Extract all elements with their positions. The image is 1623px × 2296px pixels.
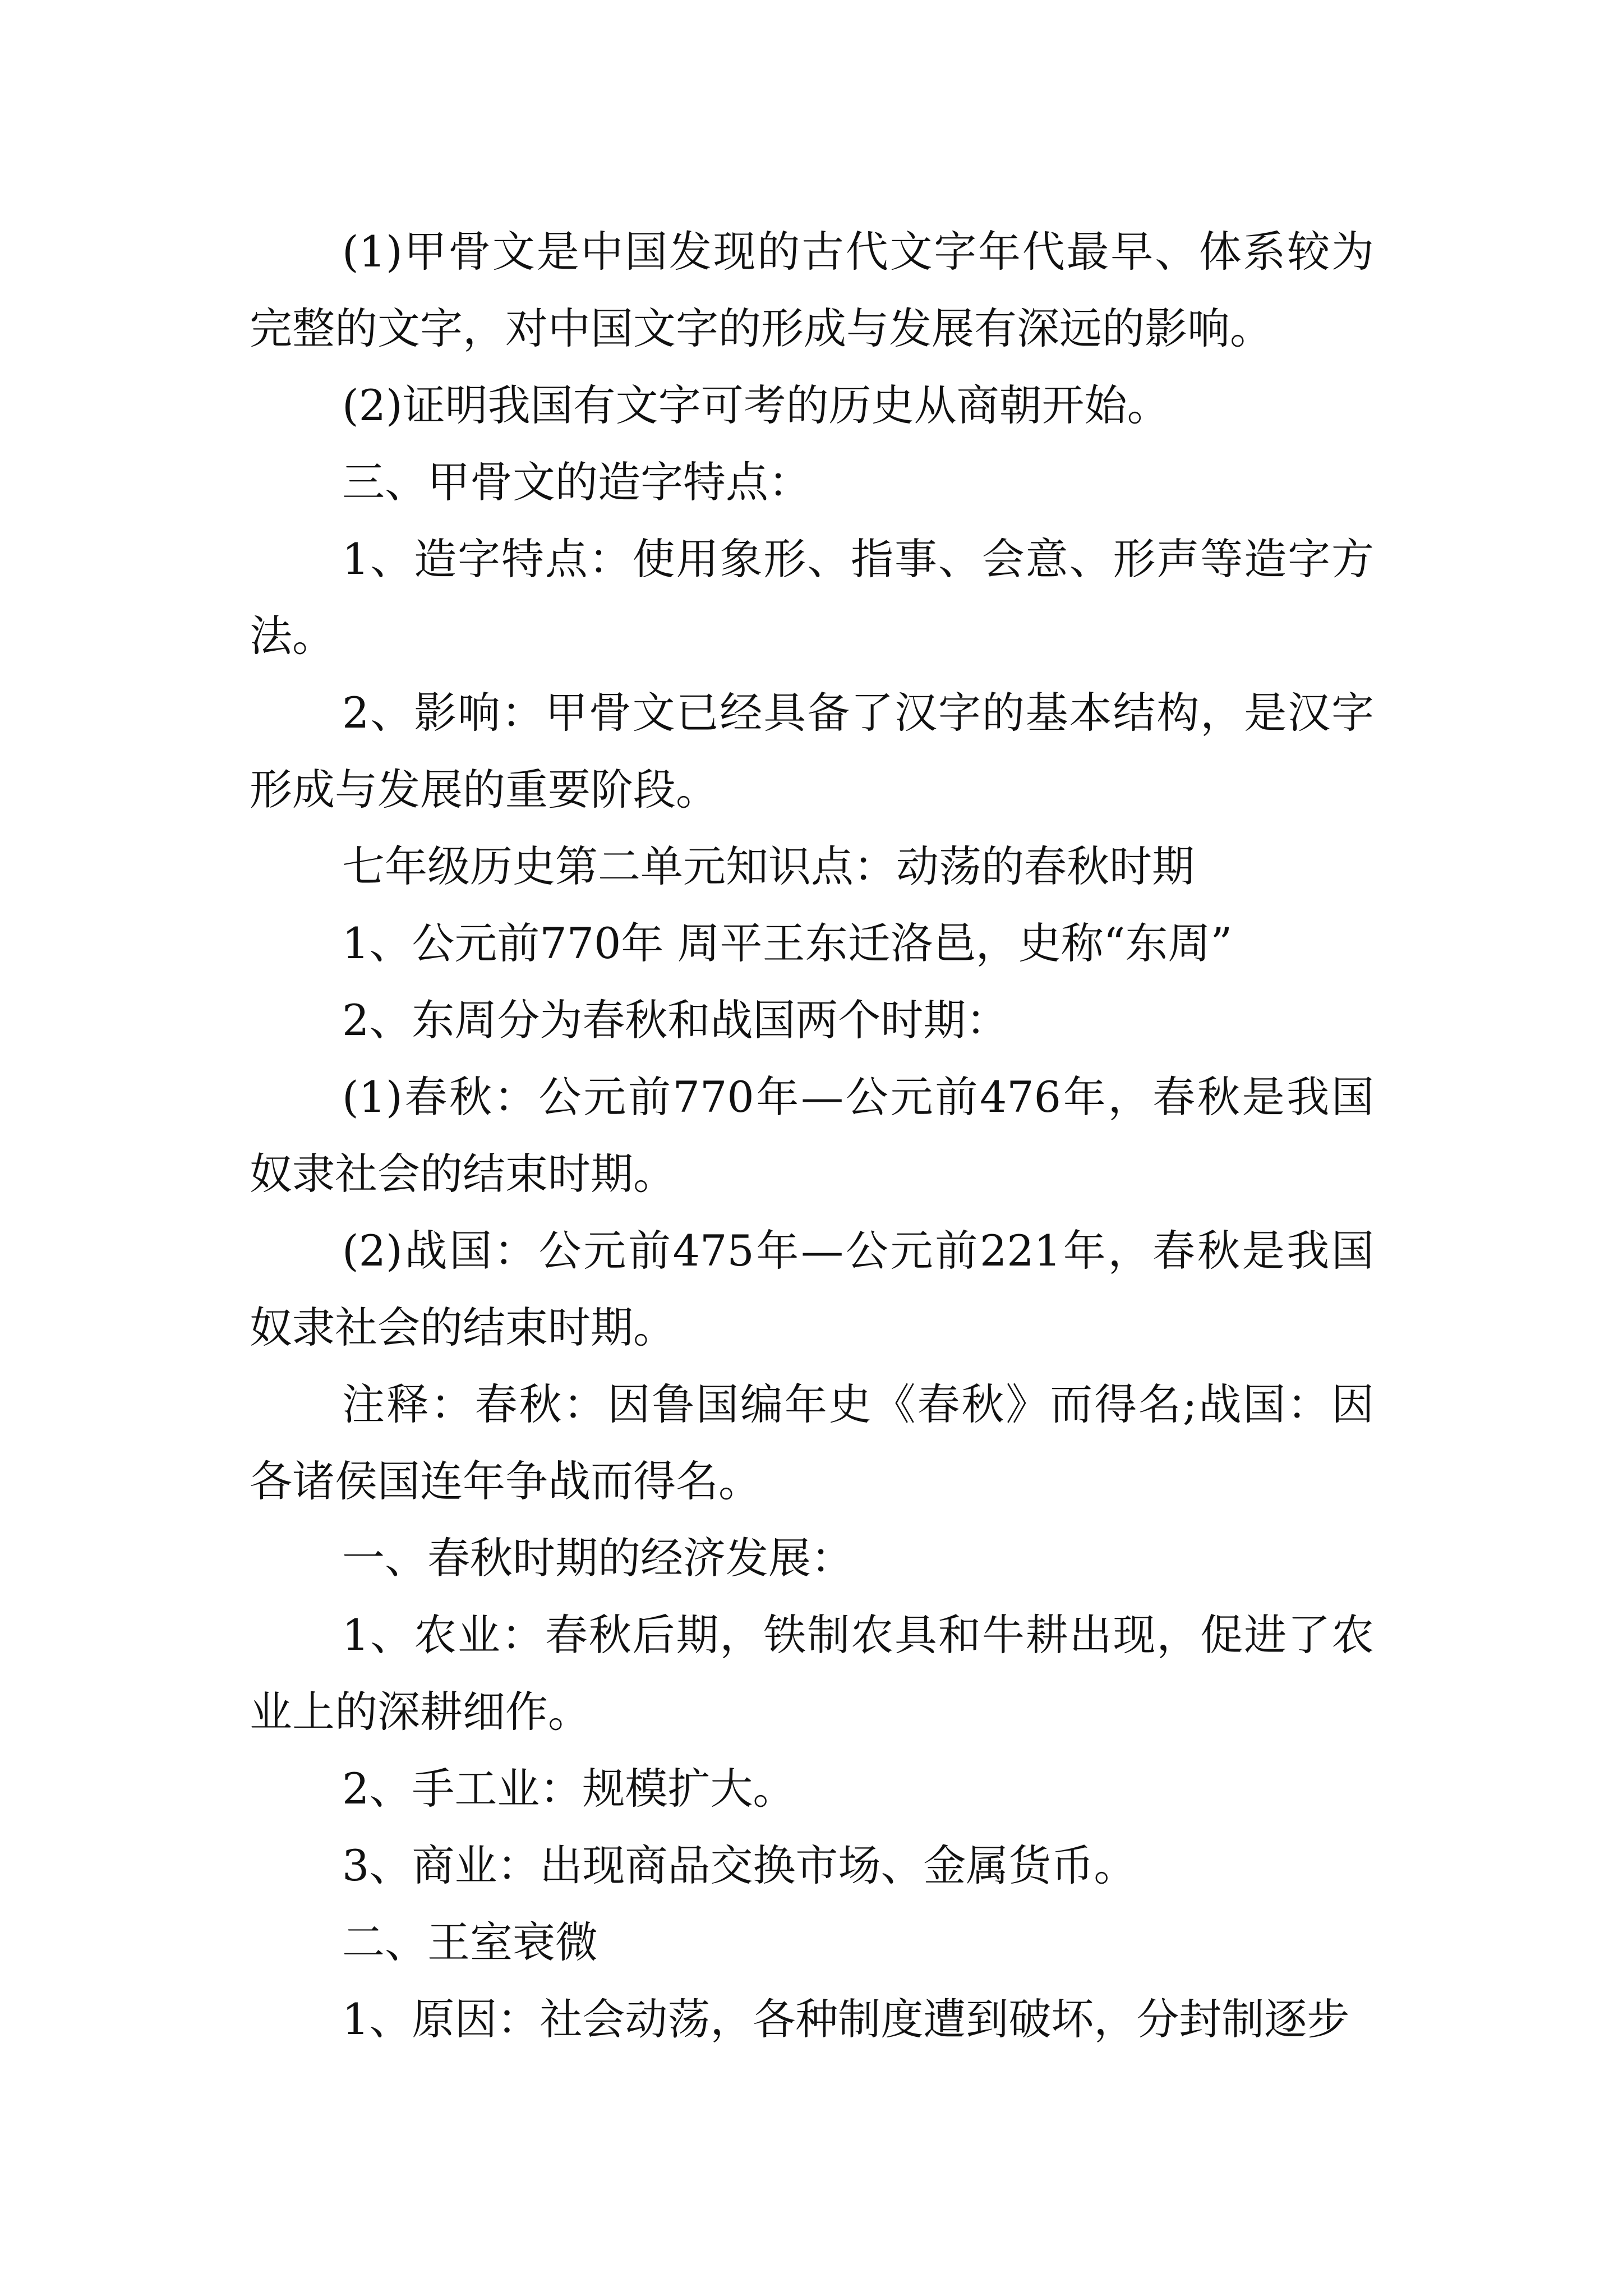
- unit-heading-spring-autumn: 七年级历史第二单元知识点：动荡的春秋时期: [342, 841, 1195, 891]
- document-body: [250, 213, 1374, 2058]
- paragraph-shang-writing-proof: (2)证明我国有文字可考的历史从商朝开始。: [342, 380, 1170, 430]
- paragraph-agriculture: 1、农业：春秋后期，铁制农具和牛耕出现，促进了农业上的深耕细作。: [250, 1610, 1374, 1737]
- paragraph-commerce: 3、商业：出现商品交换市场、金属货币。: [342, 1841, 1137, 1890]
- section-heading-economy: 一、春秋时期的经济发展：: [342, 1533, 854, 1583]
- paragraph-influence: 2、影响：甲骨文已经具备了汉字的基本结构，是汉字形成与发展的重要阶段。: [250, 688, 1374, 815]
- paragraph-character-methods: 1、造字特点：使用象形、指事、会意、形声等造字方法。: [250, 534, 1374, 661]
- paragraph-handicraft: 2、手工业：规模扩大。: [342, 1764, 796, 1814]
- paragraph-warring-states-dates: (2)战国：公元前475年—公元前221年，春秋是我国奴隶社会的结束时期。: [250, 1226, 1374, 1352]
- paragraph-oracle-bone-significance: (1)甲骨文是中国发现的古代文字年代最早、体系较为完整的文字，对中国文字的形成与发展有深远的影响。: [250, 227, 1374, 353]
- paragraph-naming-note: 注释：春秋：因鲁国编年史《春秋》而得名;战国：因各诸侯国连年争战而得名。: [250, 1379, 1374, 1506]
- paragraph-decline-cause: 1、原因：社会动荡，各种制度遭到破坏，分封制逐步: [342, 1994, 1350, 2044]
- section-heading-royal-decline: 二、王室衰微: [342, 1917, 598, 1967]
- section-heading-character-features: 三、甲骨文的造字特点：: [342, 457, 811, 507]
- paragraph-eastern-zhou: 1、公元前770年 周平王东迁洛邑，史称“东周”: [342, 918, 1233, 968]
- paragraph-two-periods: 2、东周分为春秋和战国两个时期：: [342, 995, 1009, 1045]
- paragraph-spring-autumn-dates: (1)春秋：公元前770年—公元前476年，春秋是我国奴隶社会的结束时期。: [250, 1072, 1374, 1199]
